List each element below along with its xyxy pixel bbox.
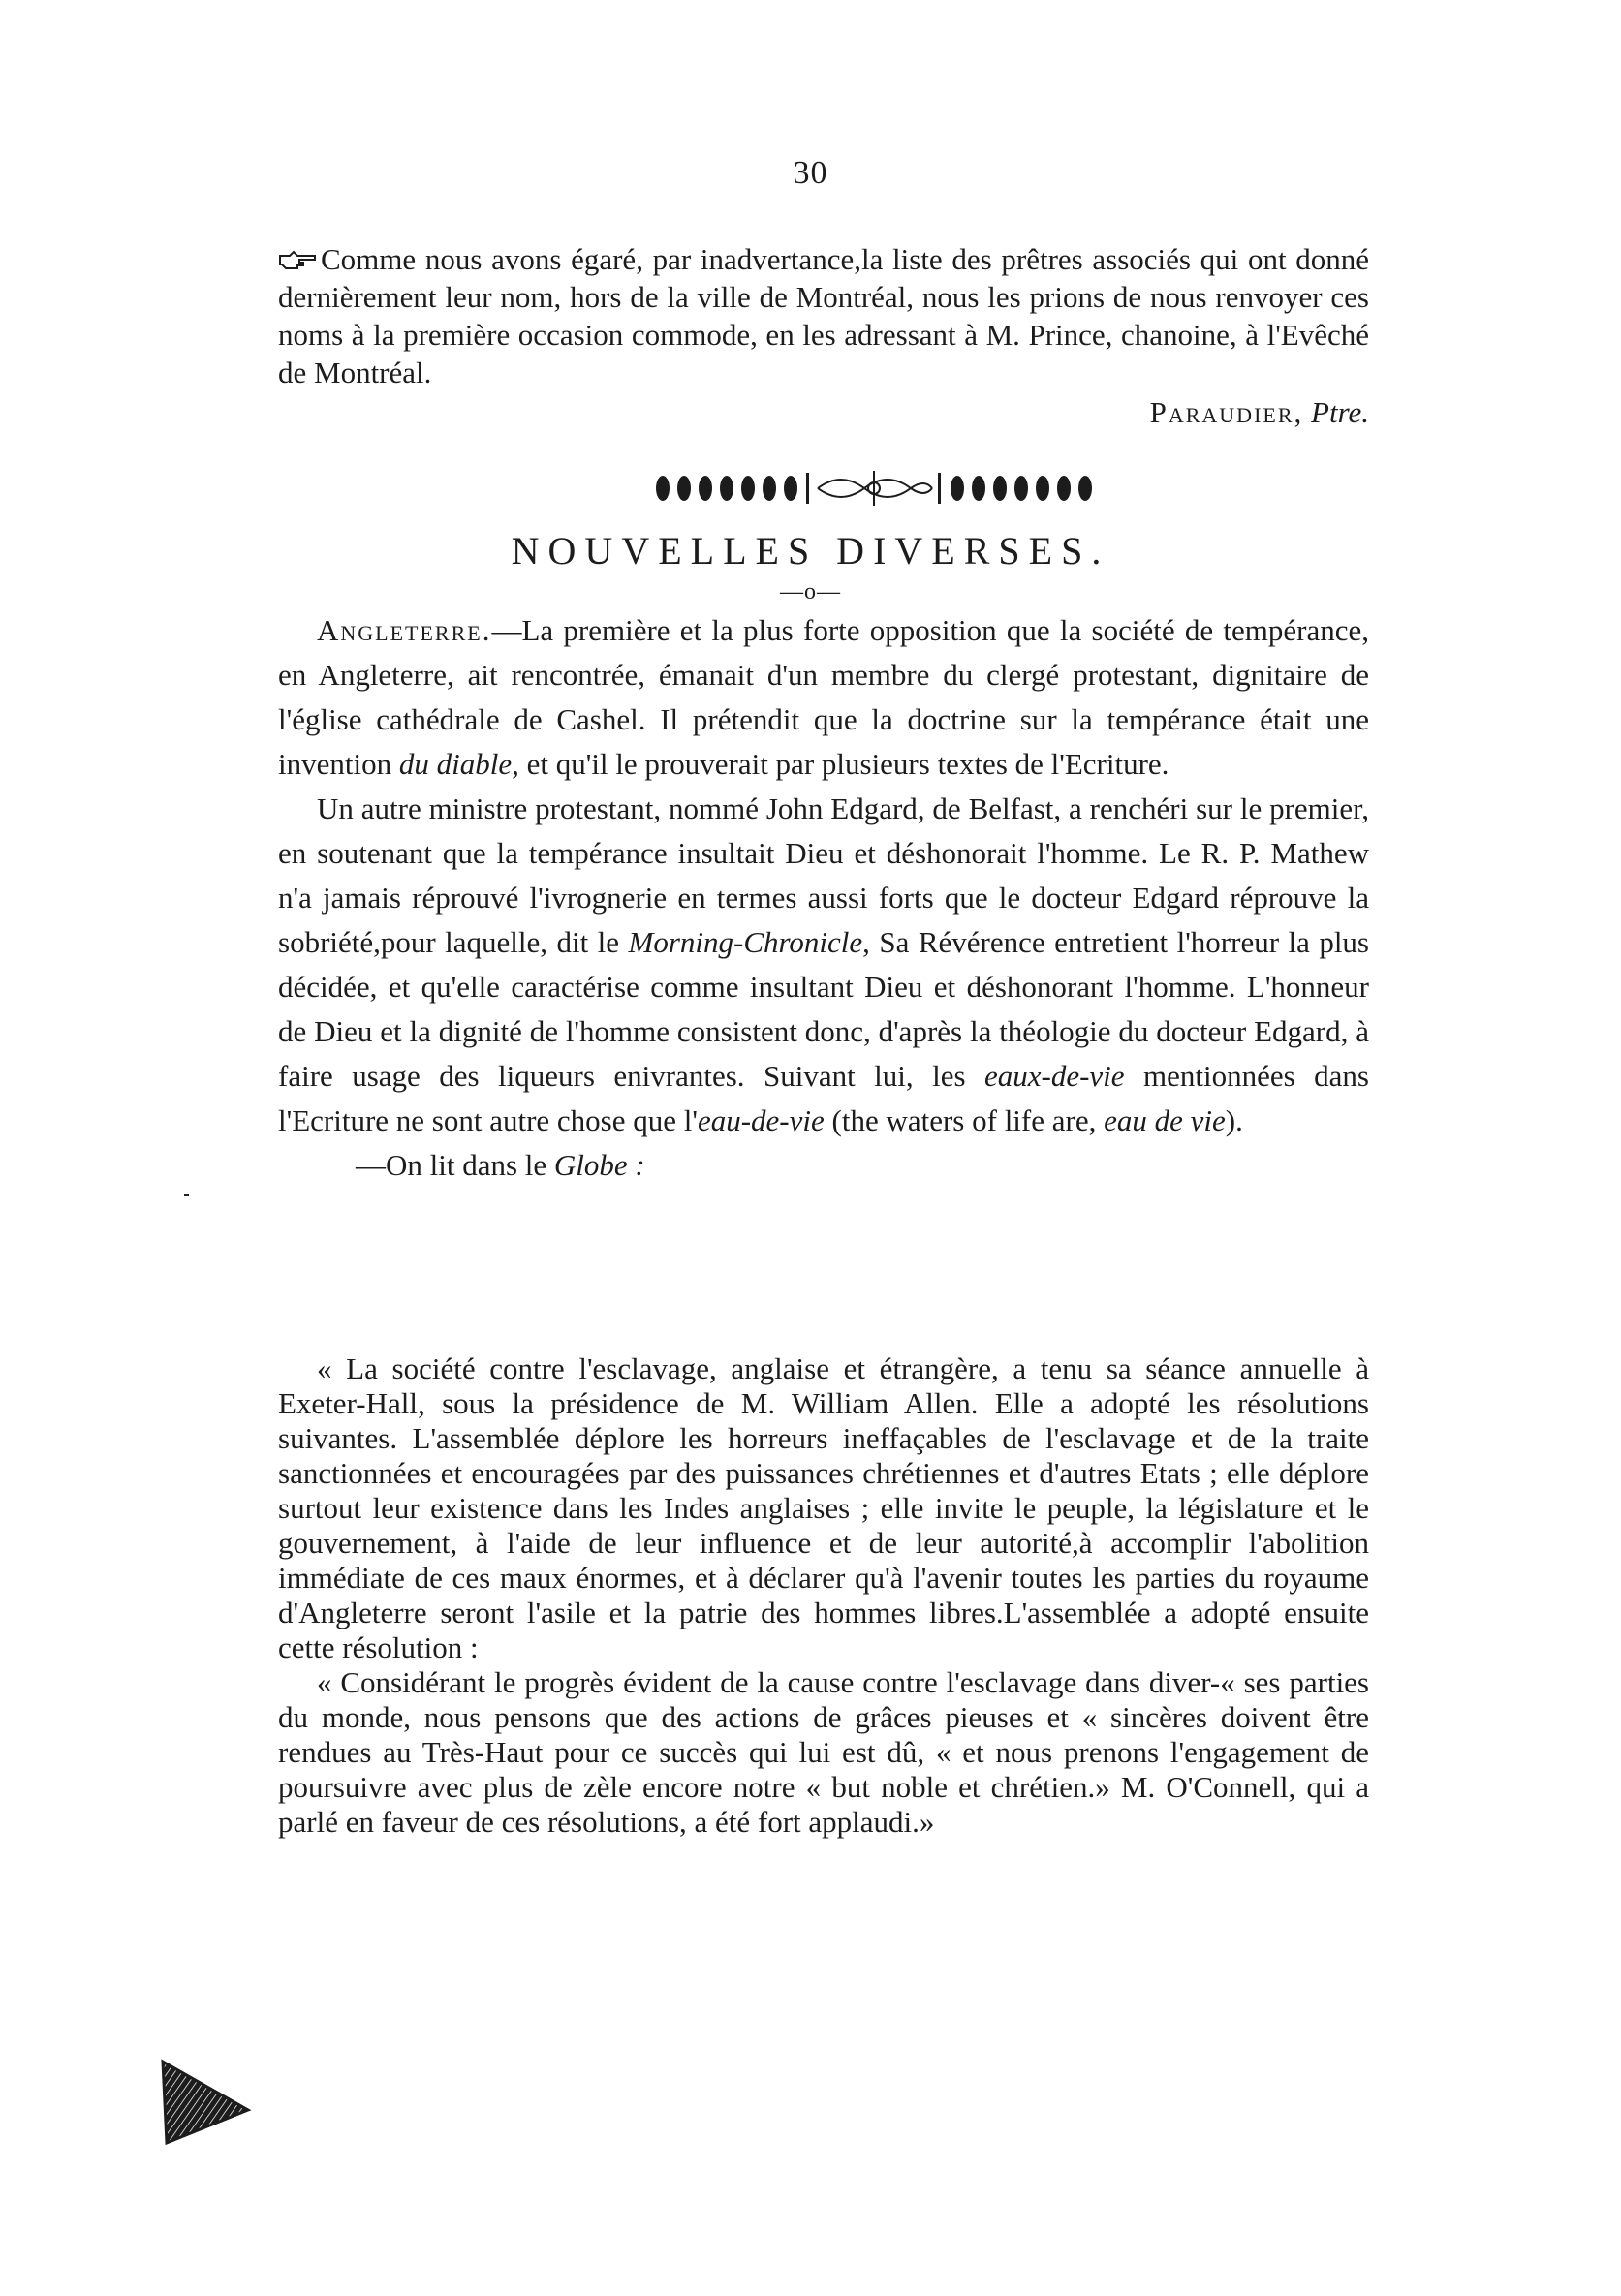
article-text: ). <box>1225 1103 1243 1137</box>
article-italic: Morning-Chronicle <box>628 925 863 959</box>
signature-name: Paraudier, <box>1149 395 1304 429</box>
article-text: , et qu'il le prouverait par plusieurs textes de l'Ecriture. <box>512 747 1169 781</box>
page-number: 30 <box>793 155 828 191</box>
article-paragraph-2 <box>278 787 1369 1143</box>
article-text: —La première et la plus forte opposition que la société de tempérance, en Angleterre, ait rencontrée, émanait d'un membre du clergé protestant, dignitaire de l'église cathédrale de Cashel. Il prétendit que la doctrine sur la tempérance était une invention <box>278 613 1369 781</box>
article-italic: Globe : <box>553 1148 645 1182</box>
article-lead: Angleterre. <box>317 613 492 647</box>
article-paragraph-1 <box>278 608 1369 787</box>
pointing-hand-icon <box>278 250 317 271</box>
quote-paragraph-1: « La société contre l'esclavage, anglaise et étrangère, a tenu sa séance annuelle à Exeter-Hall, sous la présidence de M. William Allen. Elle a adopté les résolutions suivantes. L'assemblée déplore les horreurs ineffaçables de l'esclavage et de la traite sanctionnées et encouragées par des puissances chrétiennes et d'autres Etats ; elle déplore surtout leur existence dans les Indes anglaises ; elle invite le peuple, la législature et le gouvernement, à l'aide de leur influence et de leur autorité,à accomplir l'abolition immédiate de ces maux énormes, et à déclarer qu'à l'avenir toutes les parties du royaume d'Angleterre seront l'asile et la patrie des hommes libres.L'assemblée a adopté ensuite cette résolution : <box>278 1351 1369 1664</box>
notice-block <box>278 240 1369 391</box>
article-italic: eau de vie <box>1104 1103 1226 1137</box>
quote-paragraph-2: « Considérant le progrès évident de la cause contre l'esclavage dans diver-« ses parties du monde, nous pensons que des actions de grâces pieuses et « sincères doivent être rendues au Très-Haut pour ce succès qui lui est dû, « et nous prenons l'engagement de poursuivre avec plus de zèle encore notre « but noble et chrétien.» M. O'Connell, qui a parlé en faveur de ces résolutions, a été fort applaudi.» <box>278 1665 1369 1839</box>
signature-title: Ptre. <box>1311 395 1369 429</box>
margin-speck <box>184 1194 189 1196</box>
article-text: Un autre ministre protestant, nommé John Edgard, de Belfast, a renchéri sur le premier, en soutenant que la tempérance insultait Dieu et déshonorait l'homme. Le R. P. Mathew n'a jamais réprouvé l'ivrognerie en termes aussi forts que le docteur Edgard réprouve la sobriété,pour laquelle, dit le <box>278 791 1369 959</box>
article-italic: eaux-de-vie <box>984 1059 1125 1093</box>
article-body <box>278 608 1369 1188</box>
triangular-corner-mark <box>159 2054 252 2147</box>
signature <box>1150 393 1369 432</box>
article-text: (the waters of life are, <box>824 1103 1105 1137</box>
article-italic: du diable <box>398 747 513 781</box>
printer-ornament <box>651 463 1097 510</box>
article-text: , Sa Révérence entretient l'horreur la plus décidée, et qu'elle caractérise comme insultant Dieu et déshonorant l'homme. L'honneur de Dieu et la dignité de l'homme consistent donc, d'après la théologie du docteur Edgard, à faire usage des liqueurs enivrantes. Suivant lui, les <box>278 925 1369 1093</box>
section-rule: —o— <box>780 579 841 605</box>
quoted-report <box>278 1351 1369 1840</box>
section-title: NOUVELLES DIVERSES. <box>511 529 1110 573</box>
article-paragraph-3 <box>278 1143 1369 1188</box>
article-text: mentionnées dans l'Ecriture ne sont autre chose que l' <box>278 1059 1369 1137</box>
notice-text: Comme nous avons égaré, par inadvertance,la liste des prêtres associés qui ont donné dernièrement leur nom, hors de la ville de Montréal, nous les prions de nous renvoyer ces noms à la première occasion commode, en les adressant à M. Prince, chanoine, à l'Evêché de Montréal. <box>278 242 1369 389</box>
notice-paragraph <box>278 240 1369 391</box>
article-italic: eau-de-vie <box>697 1103 825 1137</box>
article-text: —On lit dans le <box>356 1148 554 1182</box>
